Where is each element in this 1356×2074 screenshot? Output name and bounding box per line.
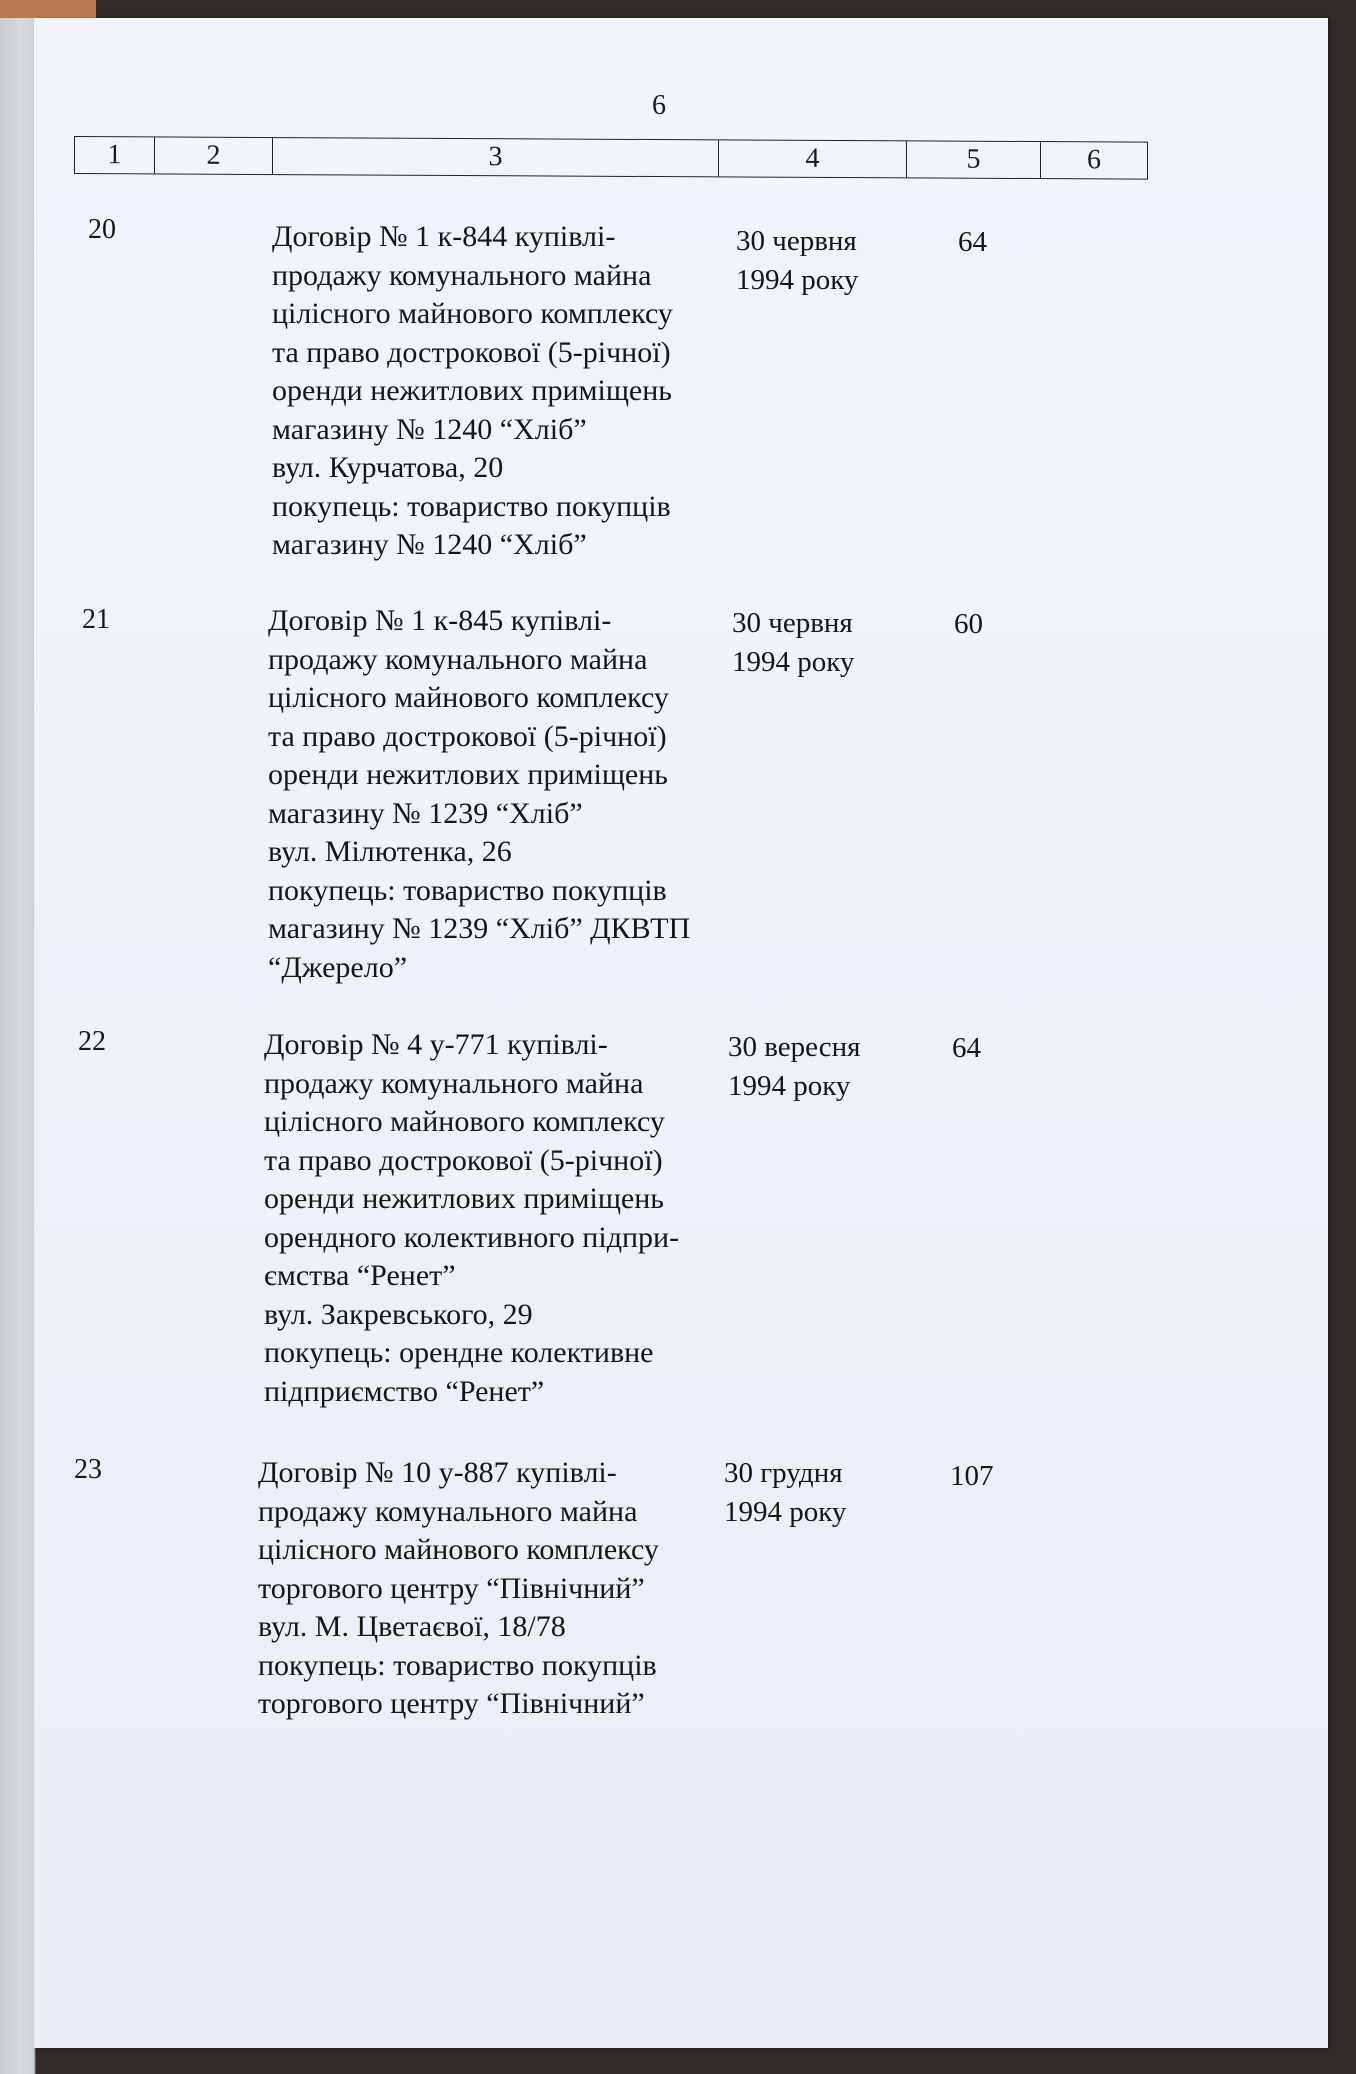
- date-line: 30 вересня: [728, 1031, 861, 1063]
- entry-description: [268, 602, 690, 987]
- header-col-4: 4: [719, 140, 907, 177]
- header-col-3: 3: [273, 138, 719, 176]
- date-line: 1994 року: [732, 645, 855, 678]
- description-line: вул. Мілютенка, 26: [268, 835, 512, 868]
- entry-description: [258, 1454, 659, 1724]
- description-line: Договір № 1 к-845 купівлі-: [268, 604, 612, 637]
- entry-number: 21: [82, 604, 110, 635]
- description-line: цілісного майнового комплексу: [272, 297, 673, 330]
- entry-number: 23: [74, 1454, 102, 1485]
- date-line: 1994 року: [724, 1495, 847, 1528]
- description-line: Договір № 10 у-887 купівлі-: [258, 1456, 617, 1489]
- entry-date: [724, 1454, 846, 1531]
- description-line: оренди нежитлових приміщень: [272, 374, 672, 407]
- description-line: вул. Закревського, 29: [264, 1297, 533, 1331]
- binder-corner: [0, 0, 96, 18]
- entry-sheet-count: 60: [954, 608, 983, 640]
- header-col-1: 1: [75, 137, 155, 173]
- date-line: 30 червня: [736, 225, 857, 257]
- description-line: продажу комунального майна: [268, 642, 648, 676]
- header-col-5: 5: [907, 141, 1041, 178]
- description-line: вул. Курчатова, 20: [272, 451, 504, 484]
- description-line: підприємство “Ренет”: [264, 1374, 545, 1408]
- entry-sheet-count: 64: [952, 1032, 981, 1064]
- entry-number: 20: [88, 214, 116, 245]
- description-line: торгового центру “Північний”: [258, 1571, 645, 1605]
- description-line: цілісного майнового комплексу: [268, 681, 669, 714]
- description-line: продажу комунального майна: [258, 1494, 638, 1528]
- date-line: 30 грудня: [724, 1457, 843, 1489]
- table-header: [74, 136, 1148, 180]
- description-line: магазину № 1239 “Хліб”: [268, 796, 583, 830]
- description-line: магазину № 1240 “Хліб”: [272, 412, 587, 446]
- description-line: Договір № 1 к-844 купівлі-: [272, 220, 616, 253]
- description-line: магазину № 1239 “Хліб” ДКВТП: [268, 912, 691, 945]
- description-line: продажу комунального майна: [264, 1066, 644, 1100]
- header-col-2: 2: [155, 137, 273, 174]
- description-line: оренди нежитлових приміщень: [264, 1182, 664, 1215]
- description-line: цілісного майнового комплексу: [264, 1105, 665, 1138]
- description-line: та право дострокової (5-річної): [264, 1143, 663, 1177]
- entry-date: [732, 604, 854, 681]
- description-line: вул. М. Цветаєвої, 18/78: [258, 1610, 566, 1643]
- page-number: 6: [652, 90, 666, 121]
- entry-date: [728, 1028, 860, 1105]
- entry-date: [736, 222, 858, 299]
- description-line: продажу комунального майна: [272, 258, 652, 292]
- entry-number: 22: [78, 1026, 106, 1057]
- description-line: Договір № 4 у-771 купівлі-: [264, 1028, 608, 1061]
- description-line: торгового центру “Північний”: [258, 1687, 645, 1720]
- description-line: “Джерело”: [268, 950, 408, 984]
- description-line: та право дострокової (5-річної): [272, 335, 671, 369]
- header-col-6: 6: [1087, 144, 1101, 176]
- description-line: та право дострокової (5-річної): [268, 719, 667, 753]
- description-line: магазину № 1240 “Хліб”: [272, 528, 587, 561]
- entry-sheet-count: 64: [958, 226, 987, 258]
- description-line: покупець: орендне колективне: [264, 1336, 654, 1369]
- description-line: орендного колективного підпри-: [264, 1220, 680, 1254]
- date-line: 1994 року: [736, 263, 859, 296]
- description-line: покупець: товариство покупців: [258, 1648, 657, 1682]
- entry-description: [264, 1026, 679, 1411]
- description-line: покупець: товариство покупців: [268, 873, 667, 907]
- description-line: ємства “Ренет”: [264, 1259, 456, 1292]
- entry-description: [272, 218, 673, 565]
- description-line: покупець: товариство покупців: [272, 489, 671, 523]
- description-line: цілісного майнового комплексу: [258, 1533, 659, 1566]
- date-line: 30 червня: [732, 607, 853, 639]
- entry-sheet-count: 107: [950, 1460, 994, 1492]
- date-line: 1994 року: [728, 1069, 851, 1102]
- description-line: оренди нежитлових приміщень: [268, 758, 668, 791]
- document-page: [34, 18, 1328, 2048]
